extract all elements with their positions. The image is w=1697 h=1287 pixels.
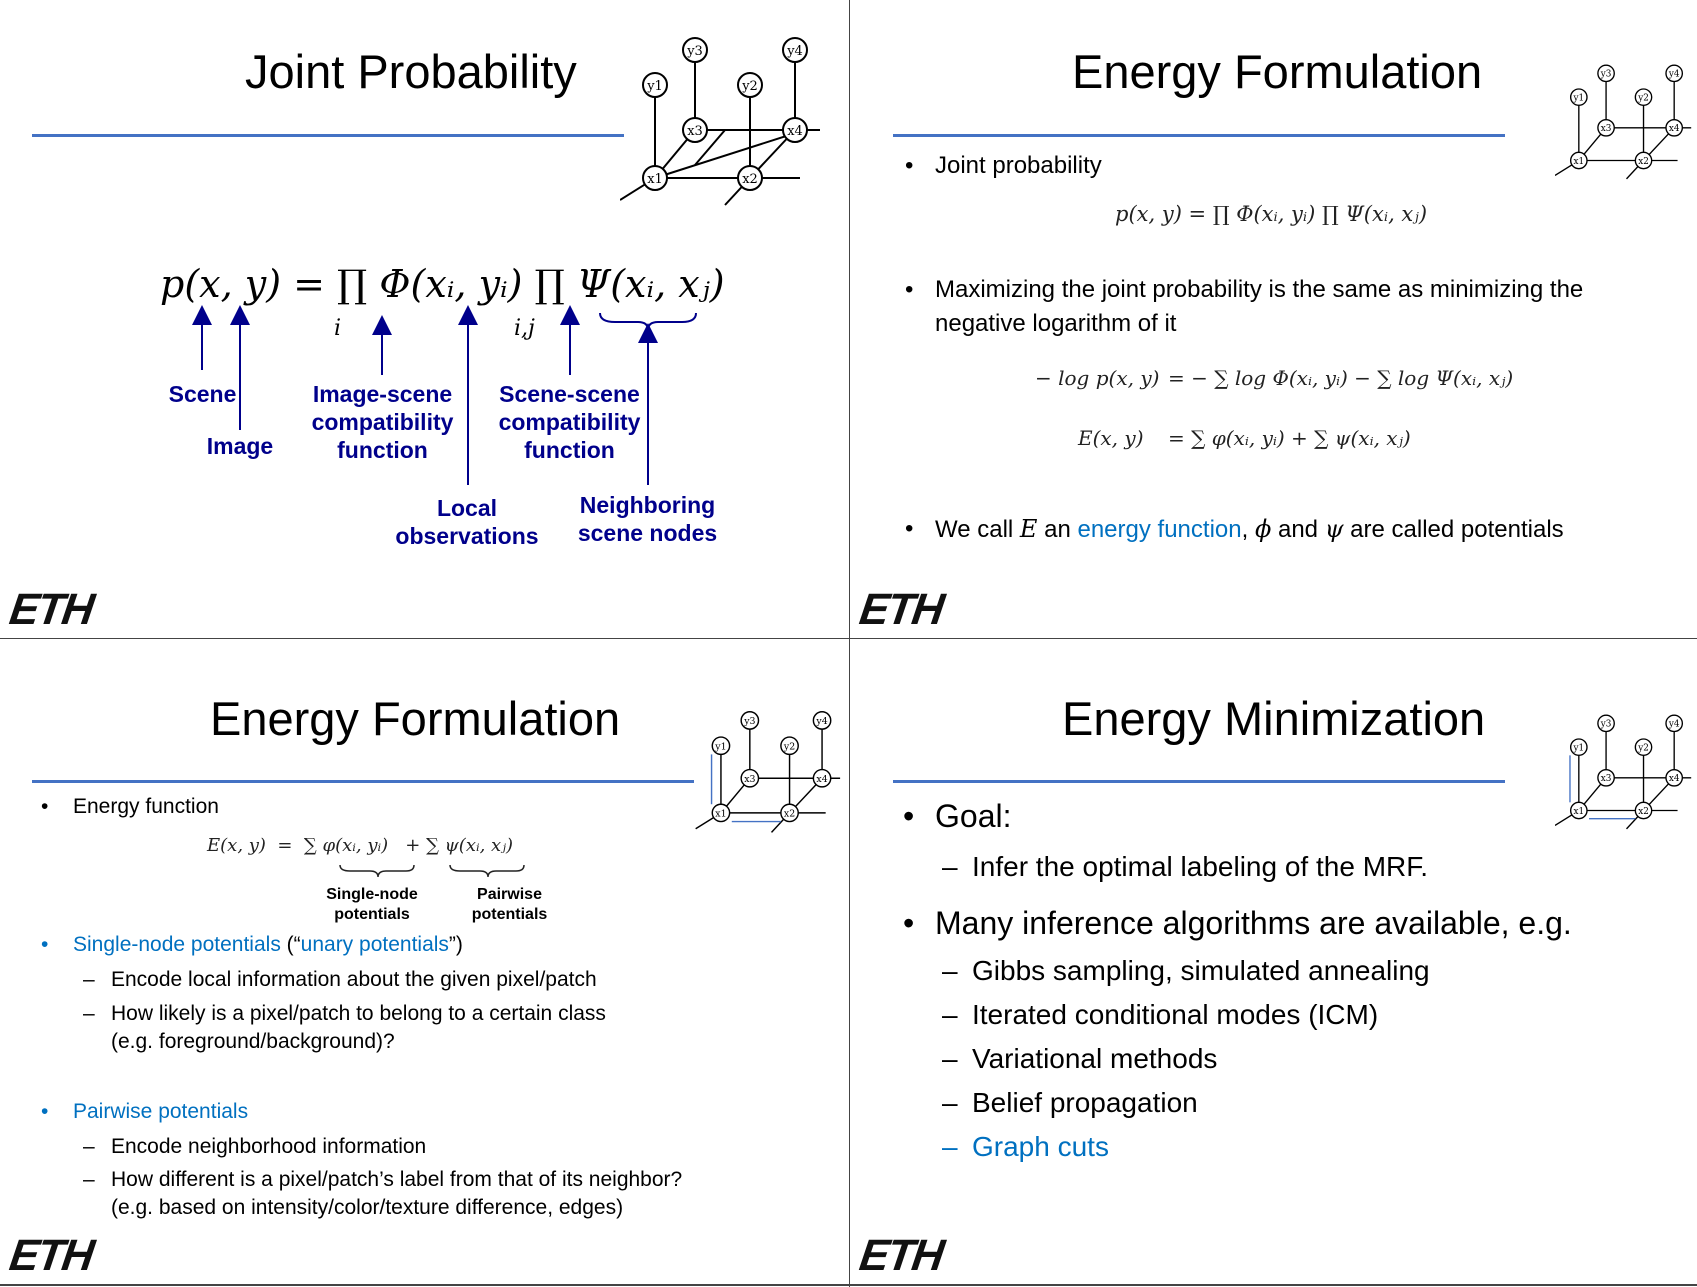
bullet-dot: • xyxy=(41,1100,49,1123)
joint-probability-formula: p(x, y) = ∏ Φ(xᵢ, yᵢ) ∏ Ψ(xᵢ, xⱼ) xyxy=(160,262,725,306)
sub-bullet-cont: (e.g. based on intensity/color/texture difference, edges) xyxy=(111,1196,624,1219)
label-local: Local observations xyxy=(395,495,539,549)
bullet-text: Many inference algorithms are available, e.g. xyxy=(935,905,1572,941)
slide-title: Energy Formulation xyxy=(1072,45,1483,98)
link-energy-function[interactable]: energy function xyxy=(1077,516,1242,543)
slide-energy-formulation-2 xyxy=(0,643,848,1286)
sub-bullet xyxy=(83,1168,683,1192)
bullet-dot: • xyxy=(41,933,49,956)
node-x1: x1 xyxy=(715,808,727,820)
dash: – xyxy=(942,851,958,882)
underbraces xyxy=(330,861,550,881)
sub-bullet-goal xyxy=(942,851,1429,883)
node-y1: y1 xyxy=(647,79,663,94)
eth-logo: ETH xyxy=(856,585,946,634)
product-index-i: i xyxy=(334,316,342,341)
slide-joint-probability xyxy=(0,0,848,643)
slide-energy-minimization xyxy=(850,643,1697,1286)
dash: – xyxy=(83,1002,95,1025)
sub-text: Gibbs sampling, simulated annealing xyxy=(972,955,1430,986)
node-x1: x1 xyxy=(1573,156,1585,167)
node-y3: y3 xyxy=(1600,719,1612,730)
label-single-node: Single-node potentials xyxy=(326,886,418,923)
bullet-dot: • xyxy=(903,798,915,834)
bullet-dot: • xyxy=(903,905,915,941)
node-x3: x3 xyxy=(687,124,703,139)
text-we-call: We call xyxy=(935,516,1020,543)
symbol-phi: ϕ xyxy=(1254,515,1272,543)
bullet-goal xyxy=(903,798,1012,835)
bullet-maximizing xyxy=(905,276,1584,304)
label-pairwise: Pairwise potentials xyxy=(471,886,548,923)
sub-text: How different is a pixel/patch’s label from that of its neighbor? xyxy=(111,1168,683,1191)
node-x2: x2 xyxy=(783,808,796,820)
bullet-energy-function xyxy=(905,515,1564,544)
eth-logo: ETH xyxy=(856,1231,946,1280)
node-x4: x4 xyxy=(1668,774,1680,785)
node-y2: y2 xyxy=(783,741,796,753)
link-pairwise-potentials[interactable]: Pairwise potentials xyxy=(73,1100,249,1123)
node-x4: x4 xyxy=(1668,124,1680,135)
sub-text: Encode neighborhood information xyxy=(111,1135,427,1158)
symbol-E: E xyxy=(1019,515,1038,543)
node-y3: y3 xyxy=(744,716,756,728)
bullet-joint-probability xyxy=(905,152,1102,180)
sub-bullet-algorithm xyxy=(942,955,1430,987)
node-y4: y4 xyxy=(816,716,828,728)
node-x3: x3 xyxy=(744,773,756,785)
bullet-dot: • xyxy=(905,515,914,542)
label-scene-scene: Scene-scene compatibility function xyxy=(498,381,641,463)
sub-bullet xyxy=(83,1135,427,1159)
node-x3: x3 xyxy=(1600,774,1612,785)
node-y1: y1 xyxy=(1573,93,1585,104)
dash: – xyxy=(942,1087,958,1118)
mrf-graph-diagram xyxy=(1555,706,1697,836)
dash: – xyxy=(942,1043,958,1074)
node-y3: y3 xyxy=(687,44,703,59)
slide-title: Joint Probability xyxy=(245,45,577,98)
bullet-text: Joint probability xyxy=(935,152,1102,179)
sub-text: Iterated conditional modes (ICM) xyxy=(972,999,1379,1030)
eth-logo: ETH xyxy=(6,1231,96,1280)
bullet-energy-function xyxy=(41,795,219,819)
product-index-ij: i,j xyxy=(514,316,535,341)
bullet-maximizing-cont: negative logarithm of it xyxy=(935,310,1177,337)
node-y3: y3 xyxy=(1600,69,1612,80)
node-y1: y1 xyxy=(1573,743,1585,754)
joint-formula: p(x, y) = ∏ Φ(xᵢ, yᵢ) ∏ Ψ(xᵢ, xⱼ) xyxy=(1115,202,1428,226)
node-y2: y2 xyxy=(742,79,758,94)
energy-formula: E(x, y) = ∑ φ(xᵢ, yᵢ) + ∑ ψ(xᵢ, xⱼ) xyxy=(207,835,513,856)
log-formula-rhs: = − ∑ log Φ(xᵢ, yᵢ) − ∑ log Ψ(xᵢ, xⱼ) xyxy=(1168,366,1514,390)
node-x1: x1 xyxy=(647,172,663,187)
slide-title: Energy Minimization xyxy=(1062,692,1486,745)
sub-bullet-algorithm xyxy=(942,1043,1218,1075)
node-x4: x4 xyxy=(816,773,828,785)
sub-text: Variational methods xyxy=(972,1043,1218,1074)
energy-formula-lhs: E(x, y) xyxy=(1078,426,1144,450)
sub-text: How likely is a pixel/patch to belong to a certain class xyxy=(111,1002,606,1025)
bullet-text: Energy function xyxy=(73,795,219,818)
sub-bullet xyxy=(83,1002,606,1026)
node-y1: y1 xyxy=(715,741,727,753)
sub-bullet xyxy=(83,968,597,992)
text-and: and xyxy=(1271,516,1325,543)
bullet-text: Maximizing the joint probability is the same as minimizing the xyxy=(935,276,1584,303)
sub-bullet-algorithm xyxy=(942,999,1379,1031)
node-y4: y4 xyxy=(1668,719,1680,730)
link-single-node-potentials[interactable]: Single-node potentials xyxy=(73,933,281,956)
node-x2: x2 xyxy=(1638,156,1649,167)
link-unary-potentials[interactable]: unary potentials xyxy=(300,933,449,956)
node-y2: y2 xyxy=(1638,93,1649,104)
dash: – xyxy=(942,955,958,986)
label-image: Image xyxy=(206,433,274,459)
bullet-dot: • xyxy=(41,795,49,818)
sub-text: Infer the optimal labeling of the MRF. xyxy=(972,851,1429,882)
bullet-single-node xyxy=(41,933,463,957)
text-potentials: are called potentials xyxy=(1343,516,1564,543)
slide-energy-formulation-1 xyxy=(850,0,1697,643)
text-comma: , xyxy=(1241,516,1255,543)
energy-formula-rhs: = ∑ φ(xᵢ, yᵢ) + ∑ ψ(xᵢ, xⱼ) xyxy=(1168,426,1411,450)
bullet-dot: • xyxy=(905,152,914,179)
sub-bullet-algorithm xyxy=(942,1087,1198,1119)
symbol-psi: ψ xyxy=(1324,515,1344,543)
bullet-pairwise xyxy=(41,1100,249,1124)
node-y4: y4 xyxy=(787,44,803,59)
label-scene: Scene xyxy=(168,381,237,407)
dash: – xyxy=(942,999,958,1030)
title-rule xyxy=(893,780,1505,783)
node-x2: x2 xyxy=(1638,806,1649,817)
vertical-divider xyxy=(849,0,850,1287)
node-y4: y4 xyxy=(1668,69,1680,80)
title-rule xyxy=(893,134,1505,137)
sub-bullet-graph-cuts[interactable] xyxy=(942,1131,1109,1163)
link-graph-cuts[interactable]: Graph cuts xyxy=(972,1131,1109,1162)
log-formula-lhs: − log p(x, y) xyxy=(1035,366,1160,390)
sub-bullet-cont: (e.g. foreground/background)? xyxy=(111,1030,395,1053)
sub-text: Belief propagation xyxy=(972,1087,1198,1118)
text-an: an xyxy=(1037,516,1078,543)
bottom-divider xyxy=(0,1284,1697,1286)
bullet-text: Goal: xyxy=(935,798,1012,834)
bullet-dot: • xyxy=(905,276,914,303)
dash: – xyxy=(942,1131,958,1162)
node-y2: y2 xyxy=(1638,743,1649,754)
node-x3: x3 xyxy=(1600,124,1612,135)
mrf-graph-diagram xyxy=(695,706,848,836)
title-rule xyxy=(32,780,694,783)
label-neighboring: Neighboring scene nodes xyxy=(577,492,718,546)
slide-title: Energy Formulation xyxy=(210,692,621,745)
node-x1: x1 xyxy=(1573,806,1585,817)
eth-logo: ETH xyxy=(6,585,96,634)
text-close-quote: ”) xyxy=(448,933,463,956)
dash: – xyxy=(83,1135,95,1158)
dash: – xyxy=(83,968,95,991)
dash: – xyxy=(83,1168,95,1191)
node-x4: x4 xyxy=(787,124,803,139)
text-open-quote: (“ xyxy=(280,933,301,956)
bullet-many-algorithms xyxy=(903,905,1572,942)
sub-text: Encode local information about the given pixel/patch xyxy=(111,968,597,991)
horizontal-divider xyxy=(0,638,1697,639)
label-image-scene: Image-scene compatibility function xyxy=(311,381,454,463)
node-x2: x2 xyxy=(742,172,758,187)
mrf-graph-diagram xyxy=(1555,56,1697,186)
